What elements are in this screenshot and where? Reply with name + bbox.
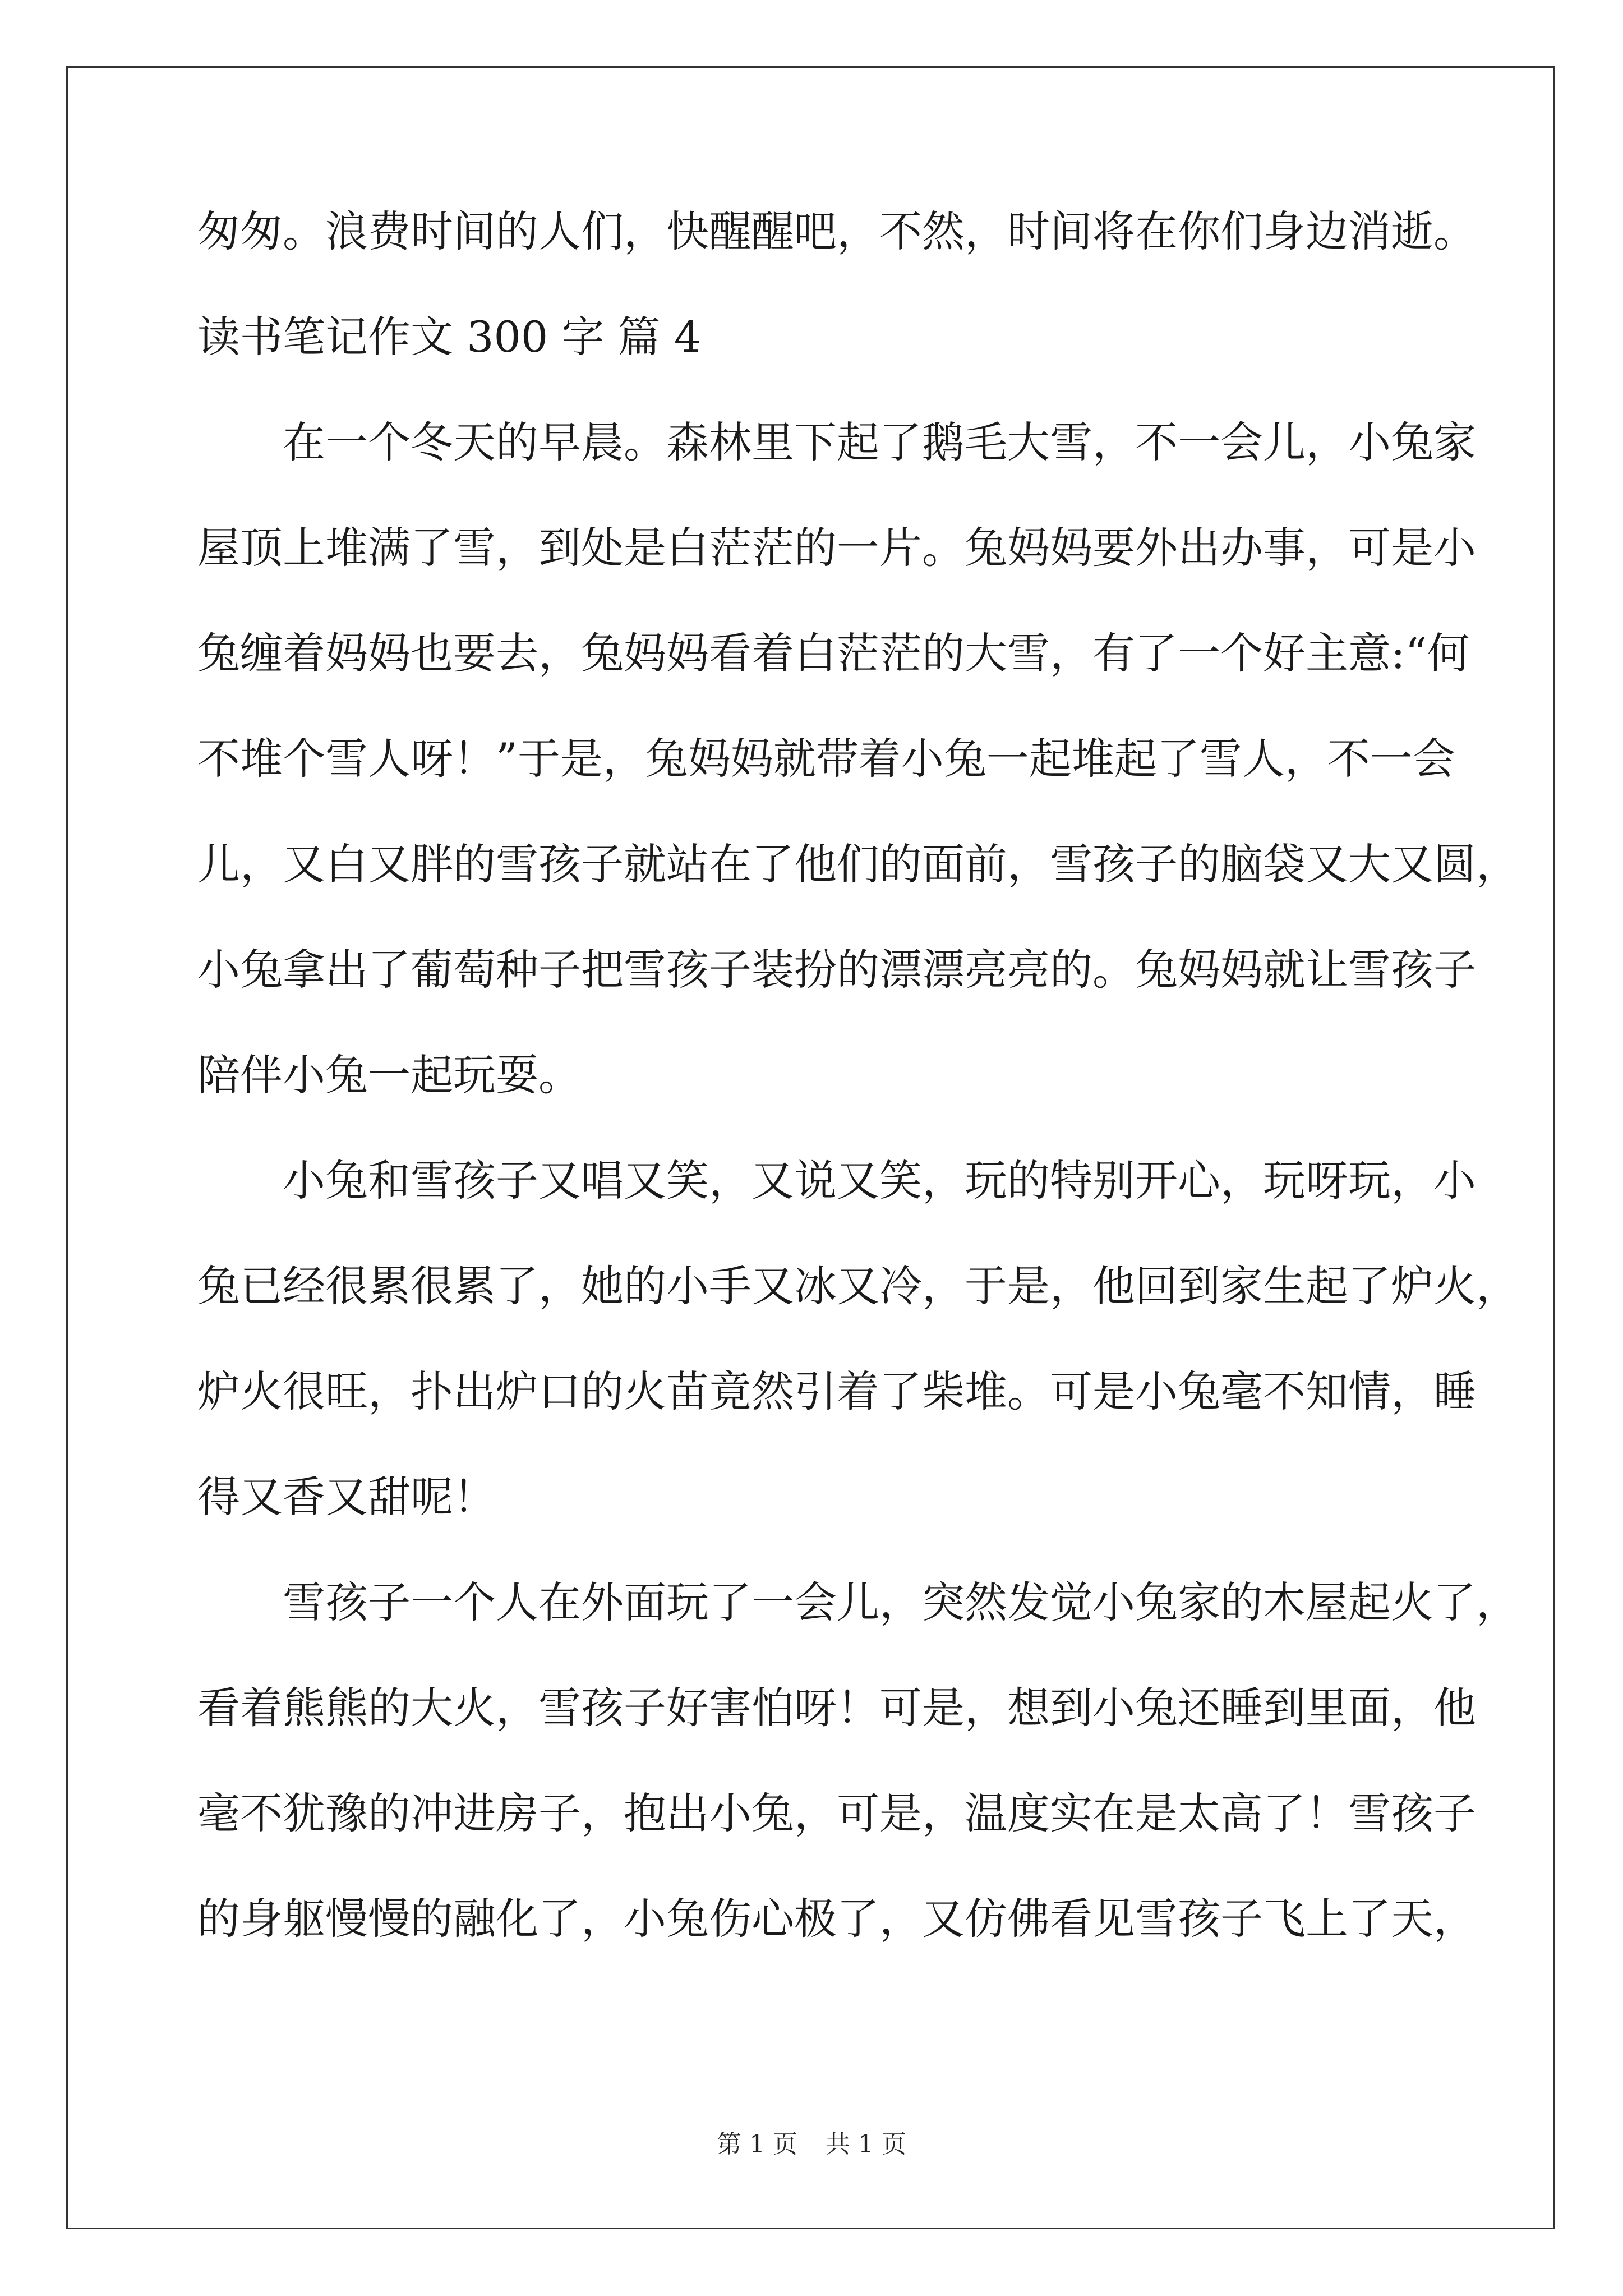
text-line: 小兔拿出了葡萄种子把雪孩子装扮的漂漂亮亮的。兔妈妈就让雪孩子: [197, 945, 1476, 995]
text-line: 匆匆。浪费时间的人们，快醒醒吧，不然，时间将在你们身边消逝。: [197, 206, 1476, 256]
text-line: 得又香又甜呢！: [197, 1472, 496, 1522]
page-number: 第 1 页: [717, 2130, 797, 2159]
text-line: 不堆个雪人呀！”于是，兔妈妈就带着小兔一起堆起了雪人，不一会: [197, 734, 1455, 784]
text-line: 炉火很旺，扑出炉口的火苗竟然引着了柴堆。可是小兔毫不知情，睡: [197, 1366, 1476, 1416]
text-line: 的身躯慢慢的融化了，小兔伤心极了，又仿佛看见雪孩子飞上了天，: [197, 1894, 1476, 1944]
text-line: 屋顶上堆满了雪，到处是白茫茫的一片。兔妈妈要外出办事，可是小: [197, 523, 1476, 573]
page-total: 共 1 页: [826, 2130, 906, 2159]
document-body: [197, 205, 1519, 1998]
page-footer: [0, 2129, 1623, 2160]
section-heading: 读书笔记作文 300 字 篇 4: [197, 312, 702, 362]
text-line: 兔已经很累很累了，她的小手又冰又冷，于是，他回到家生起了炉火，: [197, 1261, 1519, 1311]
text-line: 儿，又白又胖的雪孩子就站在了他们的面前，雪孩子的脑袋又大又圆，: [197, 839, 1519, 889]
text-line: 毫不犹豫的冲进房子，抱出小兔，可是，温度实在是太高了！雪孩子: [197, 1788, 1476, 1838]
text-line: 看着熊熊的大火，雪孩子好害怕呀！可是，想到小兔还睡到里面，他: [197, 1683, 1476, 1733]
text-line: 兔缠着妈妈也要去，兔妈妈看着白茫茫的大雪，有了一个好主意:“何: [197, 628, 1470, 678]
paragraph-start-line: 小兔和雪孩子又唱又笑，又说又笑，玩的特别开心，玩呀玩，小: [283, 1156, 1476, 1205]
text-line: 陪伴小兔一起玩耍。: [197, 1050, 581, 1100]
paragraph-start-line: 在一个冬天的早晨。森林里下起了鹅毛大雪，不一会儿，小兔家: [283, 417, 1476, 467]
paragraph-start-line: 雪孩子一个人在外面玩了一会儿，突然发觉小兔家的木屋起火了，: [283, 1577, 1519, 1627]
